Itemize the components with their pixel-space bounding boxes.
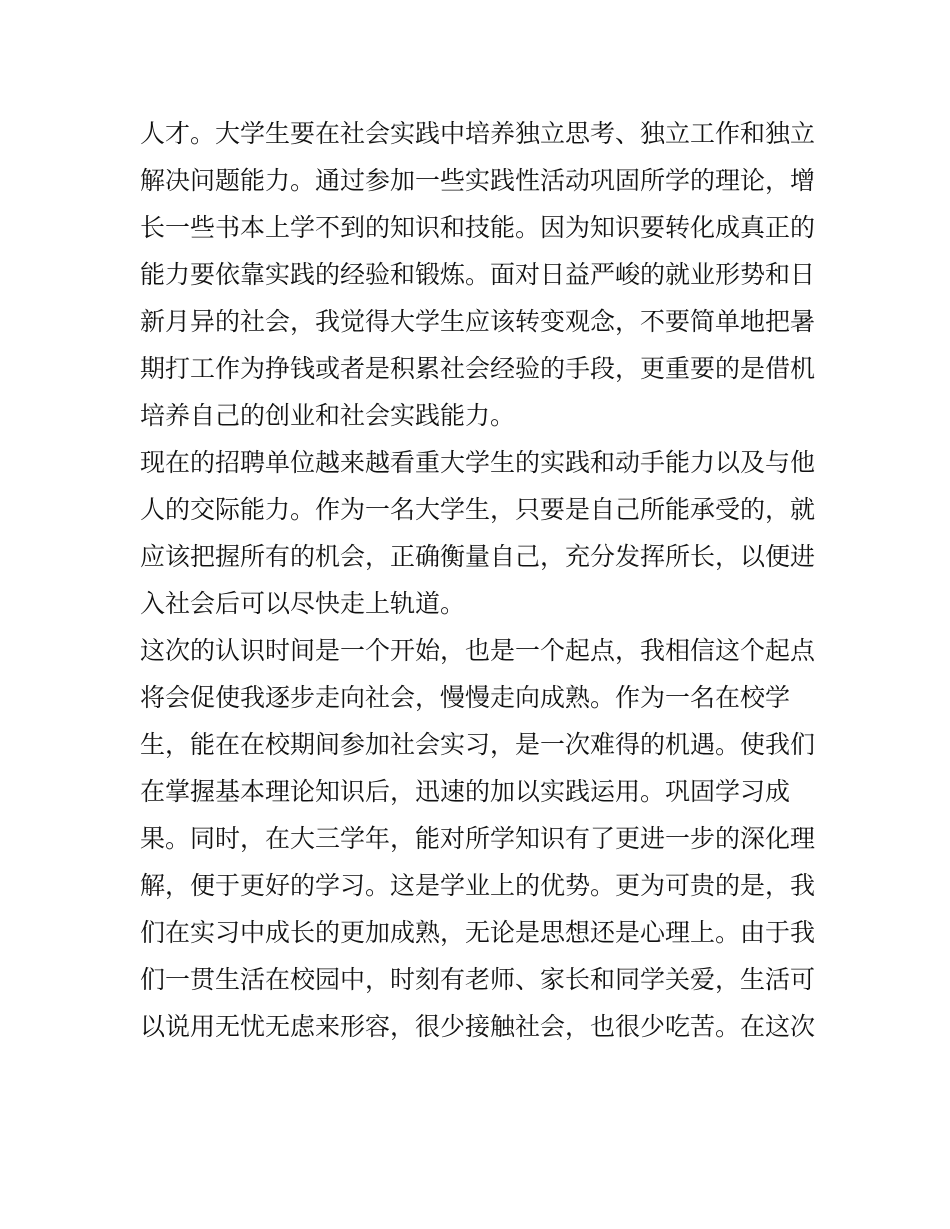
text-line: 这次的认识时间是一个开始，也是一个起点，我相信这个起点 xyxy=(140,636,816,665)
text-line: 新月异的社会，我觉得大学生应该转变观念，不要简单地把暑 xyxy=(140,307,816,336)
text-line: 人的交际能力。作为一名大学生，只要是自己所能承受的，就 xyxy=(140,495,816,524)
text-line: 以说用无忧无虑来形容，很少接触社会，也很少吃苦。在这次 xyxy=(140,1012,816,1041)
text-line: 培养自己的创业和社会实践能力。 xyxy=(140,401,516,430)
text-line: 解，便于更好的学习。这是学业上的优势。更为可贵的是，我 xyxy=(140,871,816,900)
body-text xyxy=(140,110,820,1050)
text-line: 现在的招聘单位越来越看重大学生的实践和动手能力以及与他 xyxy=(140,448,816,477)
text-line: 应该把握所有的机会，正确衡量自己，充分发挥所长，以便进 xyxy=(140,542,816,571)
text-line: 人才。大学生要在社会实践中培养独立思考、独立工作和独立 xyxy=(140,119,816,148)
text-line: 生，能在在校期间参加社会实习，是一次难得的机遇。使我们 xyxy=(140,730,816,759)
text-line: 在掌握基本理论知识后，迅速的加以实践运用。巩固学习成 xyxy=(140,777,791,806)
text-line: 解决问题能力。通过参加一些实践性活动巩固所学的理论，增 xyxy=(140,166,816,195)
text-line: 果。同时，在大三学年，能对所学知识有了更进一步的深化理 xyxy=(140,824,816,853)
text-line: 们在实习中成长的更加成熟，无论是思想还是心理上。由于我 xyxy=(140,918,816,947)
text-line: 能力要依靠实践的经验和锻炼。面对日益严峻的就业形势和日 xyxy=(140,260,816,289)
text-line: 入社会后可以尽快走上轨道。 xyxy=(140,589,466,618)
text-line: 期打工作为挣钱或者是积累社会经验的手段，更重要的是借机 xyxy=(140,354,816,383)
text-line: 们一贯生活在校园中，时刻有老师、家长和同学关爱，生活可 xyxy=(140,965,816,994)
text-line: 将会促使我逐步走向社会，慢慢走向成熟。作为一名在校学 xyxy=(140,683,791,712)
text-line: 长一些书本上学不到的知识和技能。因为知识要转化成真正的 xyxy=(140,213,816,242)
